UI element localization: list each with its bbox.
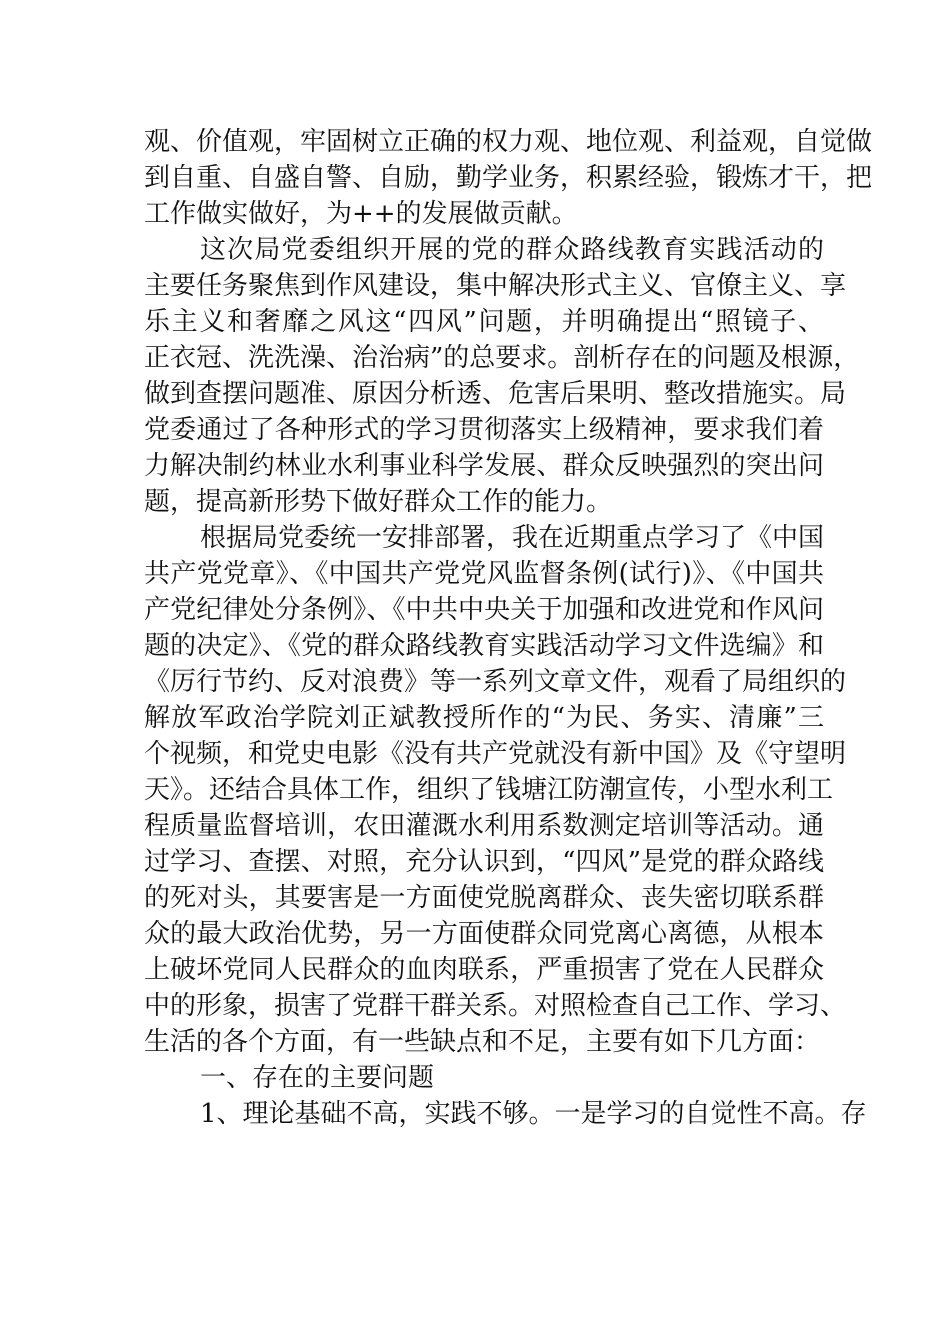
text-line: 上破坏党同人民群众的血肉联系，严重损害了党在人民群众 <box>144 955 824 985</box>
text-line: 做到查摆问题准、原因分析透、危害后果明、整改措施实。局 <box>144 379 847 409</box>
text-line: 题的决定》、《党的群众路线教育实践活动学习文件选编》和 <box>144 631 824 661</box>
text-line: 解放军政治学院刘正斌教授所作的“为民、务实、清廉”三 <box>144 703 824 733</box>
text-line: 个视频，和党史电影《没有共产党就没有新中国》及《守望明 <box>144 739 847 769</box>
text-line: 生活的各个方面，有一些缺点和不足，主要有如下几方面： <box>144 1027 821 1057</box>
text-line: 党委通过了各种形式的学习贯彻落实上级精神，要求我们着 <box>144 415 824 445</box>
text-line: 过学习、查摆、对照，充分认识到，“四风”是党的群众路线 <box>144 847 824 877</box>
text-line: 产党纪律处分条例》、《中共中央关于加强和改进党和作风问 <box>144 595 824 625</box>
text-line: 众的最大政治优势，另一方面使群众同党离心离德，从根本 <box>144 919 824 949</box>
text-line: 1、理论基础不高，实践不够。一是学习的自觉性不高。存 <box>200 1099 867 1129</box>
text-line: 正衣冠、洗洗澡、治治病”的总要求。剖析存在的问题及根源， <box>144 343 860 373</box>
text-line: 天》。还结合具体工作，组织了钱塘江防潮宣传，小型水利工 <box>144 775 834 805</box>
text-line: 共产党党章》、《中国共产党党风监督条例(试行)》、《中国共 <box>144 559 824 589</box>
text-line: 力解决制约林业水利事业科学发展、群众反映强烈的突出问 <box>144 451 824 481</box>
text-line: 到自重、自盛自警、自励，勤学业务，积累经验，锻炼才干，把 <box>144 163 873 193</box>
text-line: 《厉行节约、反对浪费》等一系列文章文件，观看了局组织的 <box>144 667 847 697</box>
text-line: 题，提高新形势下做好群众工作的能力。 <box>144 487 613 517</box>
text-line: 中的形象，损害了党群干群关系。对照检查自己工作、学习、 <box>144 991 847 1021</box>
text-line: 主要任务聚焦到作风建设，集中解决形式主义、官僚主义、享 <box>144 271 847 301</box>
text-line: 根据局党委统一安排部署，我在近期重点学习了《中国 <box>200 523 825 553</box>
text-line: 观、价值观，牢固树立正确的权力观、地位观、利益观，自觉做 <box>144 127 873 157</box>
text-line: 程质量监督培训，农田灌溉水利用系数测定培训等活动。通 <box>144 811 824 841</box>
text-line: 这次局党委组织开展的党的群众路线教育实践活动的 <box>200 235 824 265</box>
section-heading: 一、存在的主要问题 <box>200 1063 435 1093</box>
text-line: 的死对头，其要害是一方面使党脱离群众、丧失密切联系群 <box>144 883 824 913</box>
text-line: 工作做实做好，为++的发展做贡献。 <box>144 199 578 229</box>
text-line: 乐主义和奢靡之风这“四风”问题，并明确提出“照镜子、 <box>144 307 824 337</box>
